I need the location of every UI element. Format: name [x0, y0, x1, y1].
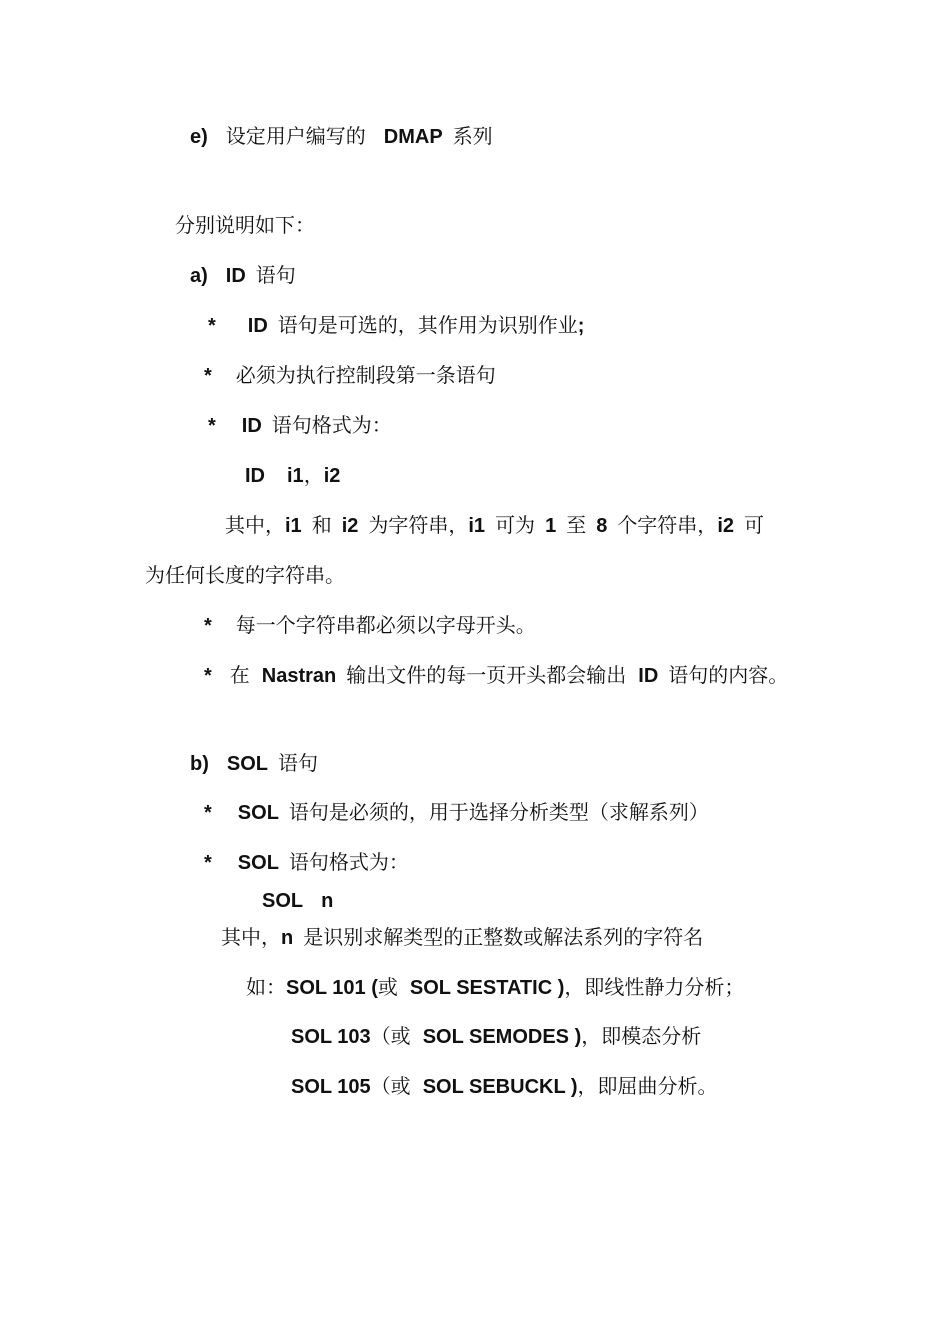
id-description-line-2: 为任何长度的字符串。: [145, 563, 345, 587]
bullet-start-letter: [204, 612, 536, 639]
text: ，: [303, 463, 324, 487]
text: ，即模态分析: [581, 1024, 702, 1048]
text: 每一个字符串都必须以字母开头。: [235, 613, 536, 637]
id-format-line: [245, 462, 340, 489]
text: 语句是必须的，用于选择分析类型（求解系列）: [288, 800, 709, 824]
text: 至: [566, 513, 587, 537]
text: 在: [229, 663, 250, 687]
bold-term: 8: [596, 515, 608, 537]
sol-description: [221, 924, 703, 951]
bold-term: i2: [341, 515, 359, 537]
bold-term: i1: [285, 515, 302, 537]
example-sol-103: [291, 1023, 701, 1050]
item-marker: e): [190, 126, 208, 148]
bold-term: SOL: [226, 753, 269, 775]
text: 其中，: [225, 513, 285, 537]
bold-term: SOL 101 (: [286, 977, 378, 999]
example-sol-101: [246, 974, 744, 1001]
text: 个字符串，: [617, 513, 718, 537]
text: 和: [311, 513, 332, 537]
bold-term: i2: [323, 465, 341, 487]
text: （或: [370, 1024, 411, 1048]
bullet-star: *: [204, 665, 212, 687]
bold-term: SOL SEMODES ): [422, 1026, 582, 1048]
item-e: [190, 123, 493, 150]
bold-term: ID: [638, 665, 659, 687]
bold-term: i1: [468, 515, 486, 537]
bullet-star: *: [204, 365, 212, 387]
text: 语句格式为：: [271, 413, 392, 437]
bullet-nastran-output: [204, 662, 788, 689]
bullet-sol-required: [204, 799, 709, 826]
bold-term: ID: [241, 415, 262, 437]
text: 或: [377, 975, 398, 999]
bold-term: n: [321, 890, 334, 912]
sol-format-line: [262, 887, 333, 914]
bold-term: SOL 103: [291, 1026, 371, 1048]
text: 设定用户编写的: [225, 124, 366, 148]
text: 输出文件的每一页开头都会输出: [346, 663, 627, 687]
text: 语句的内容。: [668, 663, 789, 687]
bullet-star: *: [204, 802, 212, 824]
item-a: [190, 262, 296, 289]
text: 系列: [452, 124, 493, 148]
item-b: [190, 750, 318, 777]
bold-term: SOL 105: [291, 1076, 371, 1098]
bold-term: SOL: [237, 802, 279, 824]
text: （或: [370, 1074, 411, 1098]
bullet-sol-format: [204, 849, 409, 876]
item-marker: b): [190, 753, 209, 775]
text: 语句是可选的，其作用为识别作业: [277, 313, 578, 337]
bold-term: DMAP: [383, 126, 443, 148]
text: 是识别求解类型的正整数或解法系列的字符名: [303, 925, 704, 949]
text: 语句格式为：: [288, 850, 409, 874]
text: 如：: [246, 975, 286, 999]
text: 语句: [255, 263, 296, 287]
bold-term: ID: [245, 465, 265, 487]
bold-term: SOL: [262, 890, 304, 912]
bold-term: SOL: [237, 852, 279, 874]
text: 语句: [278, 751, 319, 775]
bullet-star: *: [204, 615, 212, 637]
bold-term: 1: [545, 515, 557, 537]
bullet-star: *: [204, 852, 212, 874]
bold-term: Nastran: [261, 665, 337, 687]
text: 为字符串，: [368, 513, 469, 537]
bold-term: i1: [287, 465, 304, 487]
text: 可: [744, 513, 764, 537]
text: ，即屈曲分析。: [577, 1074, 718, 1098]
bold-term: n: [281, 927, 294, 949]
bold-term: ID: [225, 265, 246, 287]
example-sol-105: [291, 1073, 718, 1100]
text: ，即线性静力分析；: [564, 975, 745, 999]
item-marker: a): [190, 265, 208, 287]
id-description-line-1: [225, 512, 764, 539]
bullet-id-optional: [208, 312, 584, 339]
bold-term: ID: [247, 315, 268, 337]
text: 可为: [495, 513, 536, 537]
text: 必须为执行控制段第一条语句: [235, 363, 496, 387]
bullet-id-format: [208, 412, 392, 439]
intro-line: 分别说明如下：: [175, 213, 315, 237]
bold-term: ;: [577, 315, 585, 337]
bullet-star: *: [208, 315, 216, 337]
bold-term: SOL SEBUCKL ): [422, 1076, 578, 1098]
text: 其中，: [221, 925, 281, 949]
bold-term: SOL SESTATIC ): [409, 977, 565, 999]
bold-term: i2: [717, 515, 734, 537]
bullet-star: *: [208, 415, 216, 437]
bullet-first-statement: [204, 362, 496, 389]
